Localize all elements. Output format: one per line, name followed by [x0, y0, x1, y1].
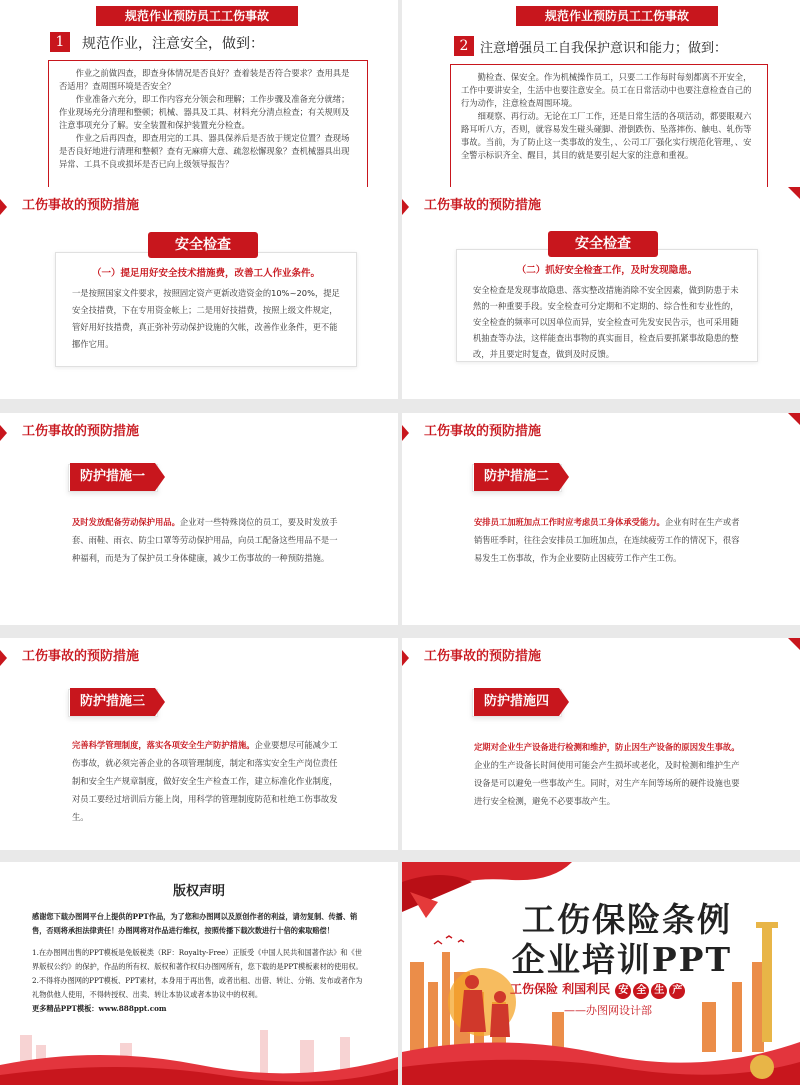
- paragraph: 勤检查、保安全。作为机械操作员工，只要二工作每时每刻都离不开安全，工作中要讲安全，生活中也要注意安全。员工在日常活动中也要注意检查自己的行为动作，注意检查周围环境。: [461, 72, 752, 108]
- slide-copyright[interactable]: [0, 862, 398, 1085]
- section-title: 工伤事故的预防措施: [424, 424, 542, 439]
- section-marker: [0, 425, 7, 441]
- cover-department: ——办图网设计部: [564, 1004, 652, 1017]
- slide-cover[interactable]: [402, 862, 800, 1085]
- measure-text: [72, 513, 338, 567]
- measure-text: [474, 513, 746, 567]
- copyright-p1: 感谢您下载办图网平台上提供的PPT作品，为了您和办图网以及原创作者的利益，请勿复制、传播、销售，否则将承担法律责任！办图网将对作品进行维权，按照传播下载次数进行十倍的索取赔偿！: [32, 912, 358, 935]
- copyright-link[interactable]: 更多精品PPT模板：www.888ppt.com: [32, 1004, 167, 1013]
- paragraph: 作业之前做四查，即查身体情况是否良好？查着装是否符合要求？查用具是否适用？查周围环境是否安全？: [59, 68, 350, 91]
- circle-char: 安: [615, 983, 631, 999]
- measure-highlight: 安排员工加班加点工作时应考虑员工身体承受能力。: [474, 517, 665, 527]
- copyright-title: 版权声明: [172, 884, 225, 899]
- content-box: [450, 64, 768, 192]
- circle-char: 全: [633, 983, 649, 999]
- copyright-p2: 1.在办图网出售的PPT模板是免版税类（RF：Royalty-Free）正版受《中国人民共和国著作法》和《世界版权公约》的保护，作品的所有权、版权和著作权归办图网所有，您下载的是PPT模板素材的使用权。: [32, 948, 363, 971]
- safety-check-pill: 安全检查: [548, 231, 658, 257]
- slide-8[interactable]: [402, 638, 800, 850]
- section-title: 工伤事故的预防措施: [424, 198, 542, 213]
- measure-highlight: 定期对企业生产设备进行检测和维护，防止因生产设备的原因发生事故。: [474, 742, 740, 752]
- slide-header: 规范作业预防员工工伤事故: [96, 6, 298, 26]
- measure-tag: 防护措施二: [474, 463, 559, 491]
- slide-2[interactable]: [402, 0, 800, 212]
- measure-text: [72, 736, 342, 826]
- copyright-text: [32, 910, 368, 1016]
- cover-subtitle: [510, 980, 686, 999]
- content-box: [48, 60, 368, 203]
- measure-body: 企业对一些特殊岗位的员工，要及时发放手套、雨鞋、雨衣、防尘口罩等劳动保护用品，向员工配备这些用品不是一种福利，而是为了保护员工身体健康，减少工伤事故的一种预防措施。: [72, 517, 338, 563]
- measure-tag: 防护措施一: [70, 463, 155, 491]
- copyright-p3: 2.不得将办图网的PPT模板、PPT素材，本身用于再出售，或者出租、出借、转让、分销、发布或者作为礼物供他人使用，不得转授权、出卖、转让本协议或者本协议中的权利。: [32, 976, 363, 999]
- circle-char: 生: [651, 983, 667, 999]
- measure-highlight: 及时发放配备劳动保护用品。: [72, 517, 180, 527]
- intro-text: 规范作业，注意安全，做到：: [82, 36, 264, 52]
- paragraph: 细观察、再行动。无论在工厂工作，还是日常生活的各项活动，都要眼观六路耳听八方，否则，就容易发生碰头碰脚、滑倒跌伤、坠落摔伤、触电、轧伤等事故。当前，为了防止这一类事故的发生，、公司工厂强化实行规范化管理，、安全警示标识齐全、醒目，其目的就是要引起大家的注意和重视。: [461, 111, 752, 160]
- section-title: 工伤事故的预防措施: [22, 424, 140, 439]
- card-heading: （二）抓好安全检查工作，及时发现隐患。: [516, 265, 698, 276]
- measure-body: 企业有时在生产或者销售旺季时，往往会安排员工加班加点，在连续疲劳工作的情况下，很容易发生工伤事故，作为企业要防止因疲劳工作产生工伤。: [474, 517, 740, 563]
- card-text: 一是按照国家文件要求，按照固定资产更新改造资金的10%~20%，提足安全技措费，下在专用资金帐上；二是用好技措费，按照上级文件规定，管好用好技措费，真正弥补劳动保护设施的欠帐，改善作业条件，更不能挪作它用。: [72, 288, 340, 349]
- slide-3[interactable]: [0, 187, 398, 399]
- red-wave-decoration: [0, 1025, 398, 1085]
- measure-body: 企业要想尽可能减少工伤事故，就必须完善企业的各项管理制度，制定和落实安全生产岗位责任制和安全生产规章制度，做好安全生产检查工作，建立标准化作业制度，对员工要经过培训后方能上岗，用科学的管理制度防范和杜绝工伤事故发生。: [72, 740, 338, 822]
- slide-5[interactable]: [0, 413, 398, 625]
- measure-tag: 防护措施三: [70, 688, 155, 716]
- slide-6[interactable]: [402, 413, 800, 625]
- section-marker: [0, 650, 7, 666]
- section-number: 1: [50, 32, 70, 52]
- measure-highlight: 完善科学管理制度，落实各项安全生产防护措施。: [72, 740, 255, 750]
- content-card: [55, 252, 357, 367]
- corner-triangle: [788, 413, 800, 425]
- corner-triangle: [788, 638, 800, 650]
- cover-subtitle-left: 工伤保险 利国利民: [510, 982, 611, 996]
- paragraph: 作业准备六充分，即工作内容充分领会和理解；工作步骤及准备充分就绪；作业现场充分清理和整顿；机械、器具及工具、材料充分清点检查；有关规则及注意事项充分了解。安全装置和保护装置充分检查。: [59, 94, 350, 130]
- section-marker: [0, 199, 7, 215]
- card-heading: （一）提足用好安全技术措施费，改善工人作业条件。: [91, 268, 320, 279]
- section-number: 2: [454, 36, 474, 56]
- measure-body: 企业的生产设备长时间使用可能会产生损坏或老化，及时检测和维护生产设备是可以避免一些事故产生。同时，对生产车间等场所的硬件设施也要进行安全检测，避免不必要事故产生。: [474, 760, 740, 806]
- slide-4[interactable]: [402, 187, 800, 399]
- measure-text: [474, 738, 746, 810]
- circle-char: 产: [669, 983, 685, 999]
- section-marker: [402, 650, 409, 666]
- safety-check-pill: 安全检查: [148, 232, 258, 258]
- intro-text: 注意增强员工自我保护意识和能力；做到：: [480, 41, 728, 56]
- section-marker: [402, 425, 409, 441]
- card-text: 安全检查是发现事故隐患、落实整改措施消除不安全因素，做到防患于未然的一种重要手段。安全检查可分定期和不定期的、综合性和专业性的，安全检查的频率可以因单位而异，安全检查可先发安民告示，也可采用随机抽查等办法，这样能查出事物的真实面目，检查后要抓紧事故隐患的整改，并且要定时复查，做到及时反馈。: [473, 285, 739, 359]
- section-marker: [402, 199, 409, 215]
- cover-title-2: 企业培训PPT: [511, 940, 732, 979]
- paragraph: 作业之后再四查，即查用完的工具、器具保养后是否放于规定位置？查现场是否良好地进行清理和整顿？查有无麻痹大意、疏忽松懈现象？查机械器具出现异常、工具不良或损坏是否已向上级领导报告？: [59, 133, 350, 169]
- emblem-icon: [750, 1055, 774, 1079]
- section-title: 工伤事故的预防措施: [424, 649, 542, 664]
- content-card: [456, 249, 758, 362]
- slide-7[interactable]: [0, 638, 398, 850]
- measure-tag: 防护措施四: [474, 688, 559, 716]
- slide-header: 规范作业预防员工工伤事故: [516, 6, 718, 26]
- slide-1[interactable]: [0, 0, 398, 212]
- cover-title-1: 工伤保险条例: [522, 900, 732, 939]
- corner-triangle: [788, 187, 800, 199]
- section-title: 工伤事故的预防措施: [22, 649, 140, 664]
- section-title: 工伤事故的预防措施: [22, 198, 140, 213]
